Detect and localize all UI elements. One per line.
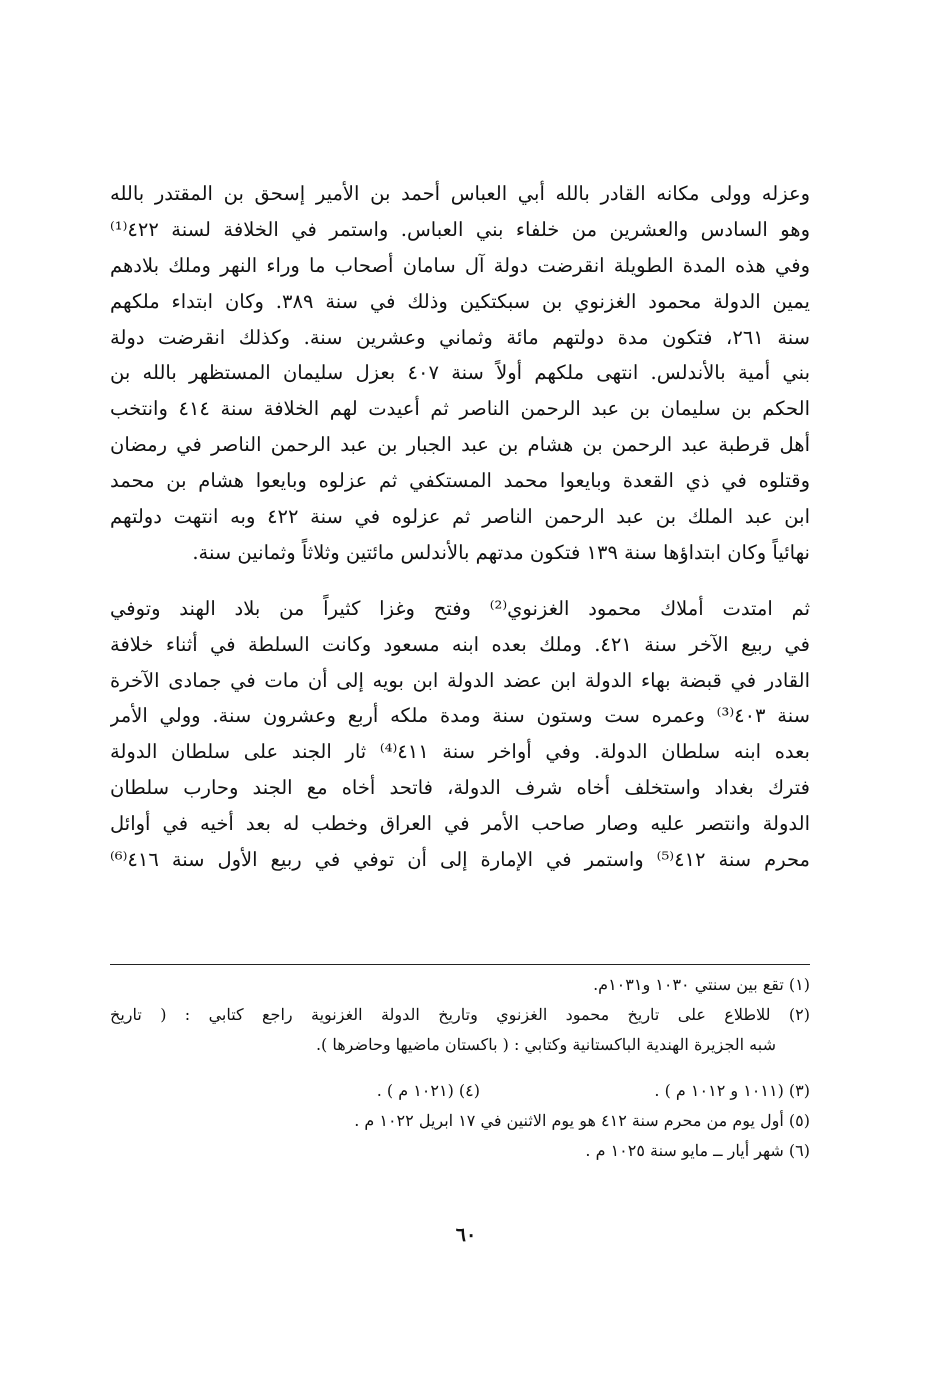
text-line: ابن عبد الملك بن عبد الرحمن الناصر ثم عزلوه في سنة ٤٢٢ وبه انتهت دولتهم [110,505,810,529]
footnote-2-continuation: شبه الجزيرة الهندية الباكستانية وكتابي : ( باكستان ماضيها وحاضرها ). [315,1035,776,1054]
footnote-2: (٢) للاطلاع على تاريخ محمود الغزنوي وتاريخ الدولة الغزنوية راجع كتابي : ( تاريخ [110,1005,810,1024]
text-line: وفي هذه المدة الطويلة انقرضت دولة آل سامان أصحاب ما وراء النهر وملك بلادهم [110,253,810,277]
footnote-1: (١) تقع بين سنتي ١٠٣٠ و١٠٣١م. [593,975,810,994]
text-line: أهل قرطبة عبد الرحمن بن هشام بن عبد الجبار بن عبد الرحمن الناصر في رمضان [110,433,810,457]
footnote-4: (٤) (١٠٢١ م ) . [376,1081,480,1100]
page-number: ٦٠ [455,1224,477,1246]
footnote-6: (٦) شهر أيار ــ مايو سنة ١٠٢٥ م . [585,1141,810,1160]
main-text [110,176,810,878]
text-line: ثم امتدت أملاك محمود الغزنوي⁽²⁾ وفتح وغزا كثيراً من بلاد الهند وتوفي [110,596,810,620]
text-line: في ربيع الآخر سنة ٤٢١. وملك بعده ابنه مسعود وكانت السلطة في أثناء خلافة [110,632,810,656]
text-line: وهو السادس والعشرين من خلفاء بني العباس. واستمر في الخلافة لسنة ٤٢٢⁽¹⁾ [110,217,810,241]
footnote-5: (٥) أول يوم من محرم سنة ٤١٢ هو يوم الاثنين في ١٧ ابريل ١٠٢٢ م . [354,1111,810,1130]
text-line: بعده ابنه سلطان الدولة. وفي أواخر سنة ٤١١⁽⁴⁾ ثار الجند على سلطان الدولة [110,740,810,764]
text-line: الحكم بن سليمان بن عبد الرحمن الناصر ثم أعيدت لهم الخلافة سنة ٤١٤ وانتخب [110,397,810,421]
text-line: يمين الدولة محمود الغزنوي بن سبكتكين وذلك في سنة ٣٨٩. وكان ابتداء ملكهم [110,289,810,313]
text-line: نهائياً وكان ابتداؤها سنة ١٣٩ فتكون مدتهم بالأندلس مائتين وثلاثاً وثمانين سنة. [192,540,810,564]
text-line: محرم سنة ٤١٢⁽⁵⁾ واستمر في الإمارة إلى أن توفي في ربيع الأول سنة ٤١٦⁽⁶⁾ [110,848,810,872]
footnote-row-3-4 [110,1076,810,1106]
text-line: وقتلوه في ذي القعدة وبايعوا محمد المستكفي ثم عزلوه وبايعوا هشام بن محمد [110,469,810,493]
text-line: الدولة وانتصر عليه وصار صاحب الأمر في العراق وخطب له بعد أخيه في أوائل [110,812,810,836]
footnotes [110,970,810,1166]
footnote-separator [110,964,810,965]
paragraph-2 [110,591,810,878]
text-line: وعزله وولى مكانه القادر بالله أبي العباس أحمد بن الأمير إسحق بن المقتدر بالله [110,182,810,205]
text-line: القادر في قبضة بهاء الدولة ابن عضد الدولة ابن بويه إلى أن مات في جمادى الآخرة [110,668,810,692]
text-line: سنة ٢٦١، فتكون مدة دولتهم مائة وثماني وعشرين سنة. وكذلك انقرضت دولة [110,325,810,349]
footnote-3: (٣) (١٠١١ و ١٠١٢ م ) . [654,1081,810,1100]
text-line: فترك بغداد واستخلف أخاه شرف الدولة، فاتحد أخاه مع الجند وحارب سلطان [110,776,810,800]
text-line: سنة ٤٠٣⁽³⁾ وعمره ست وستون سنة ومدة ملكه أربع وعشرون سنة. وولي الأمر [110,704,810,728]
text-line: بني أمية بالأندلس. انتهى ملكهم أولاً سنة ٤٠٧ بعزل سليمان المستظهر بالله بن [110,361,810,385]
paragraph-1 [110,176,810,571]
